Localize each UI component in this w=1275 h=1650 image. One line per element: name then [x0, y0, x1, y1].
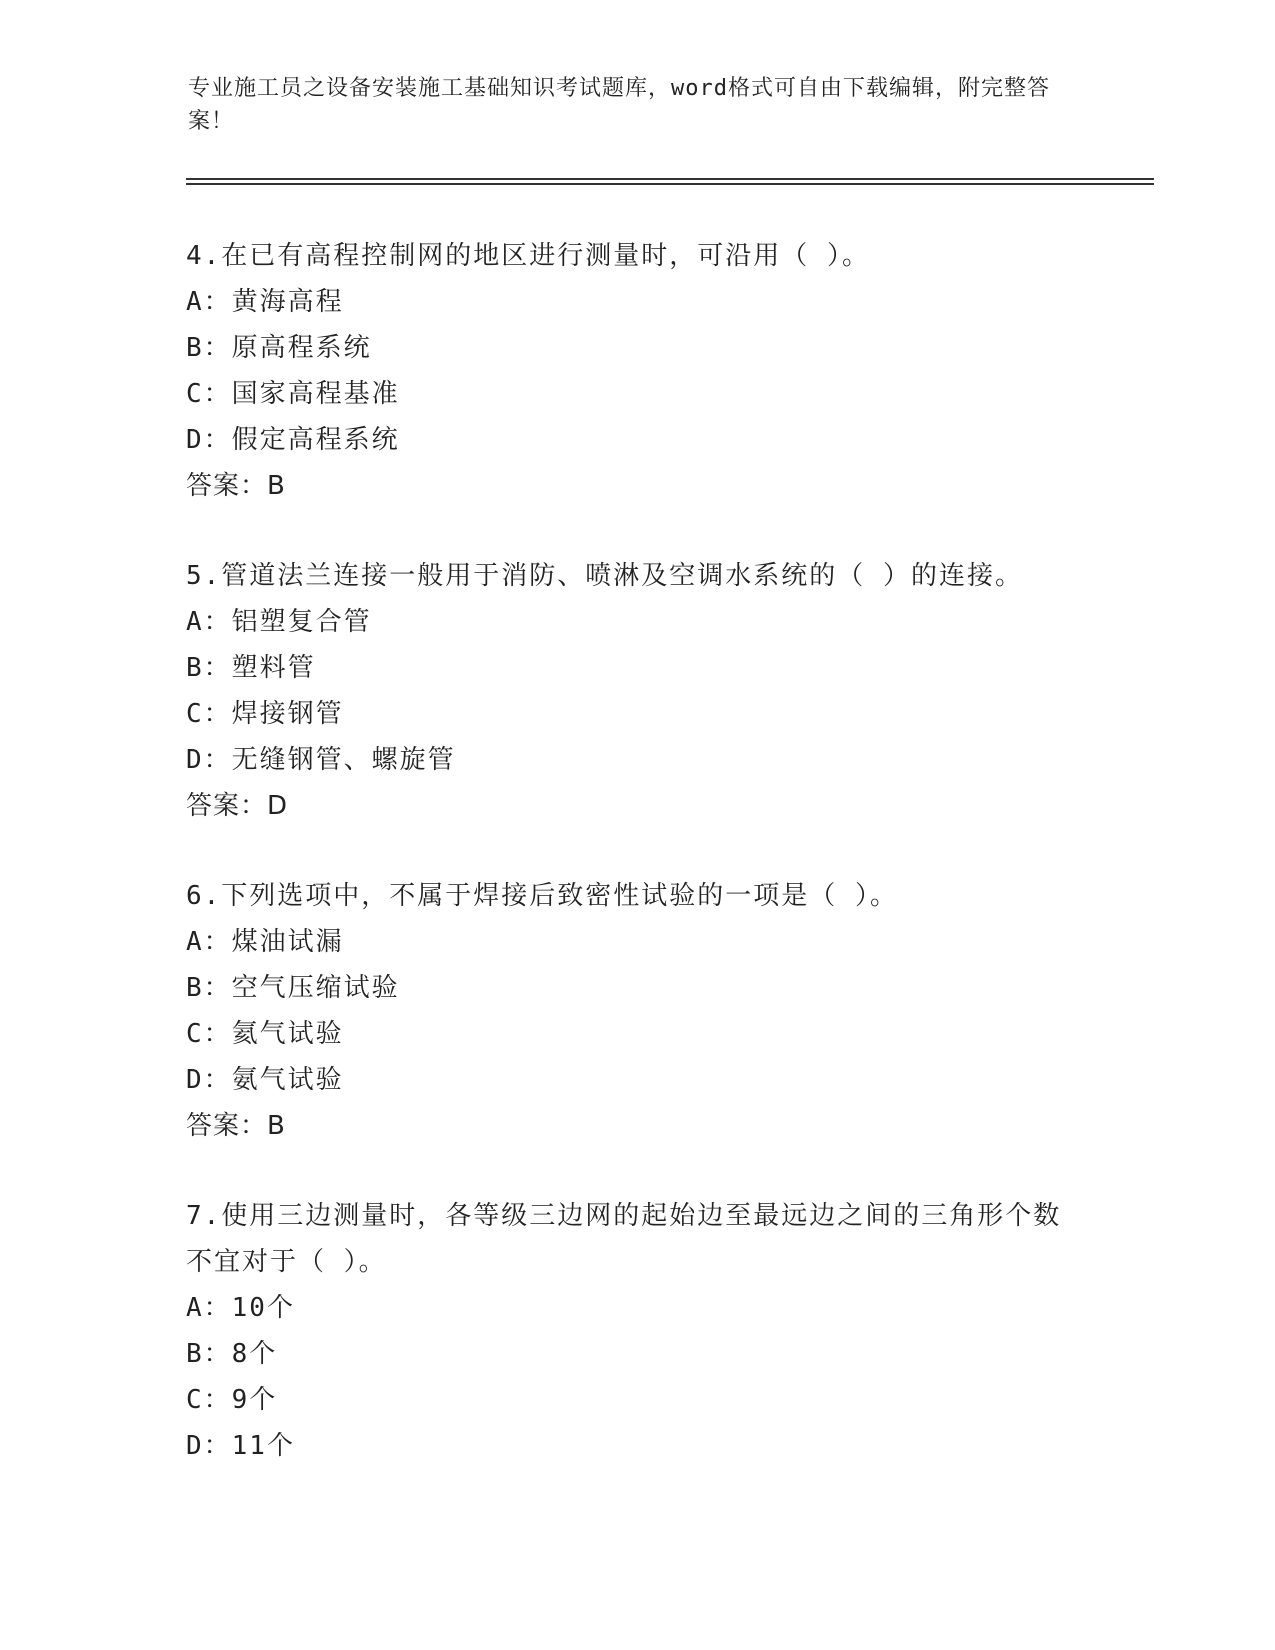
- option-d: D：无缝钢管、螺旋管: [186, 745, 456, 775]
- header-divider-top: [186, 178, 1154, 180]
- question-stem: 7.使用三边测量时，各等级三边网的起始边至最远边之间的三角形个数不宜对于（ ）。: [186, 1201, 1062, 1277]
- answer-line: 答案：B: [186, 1111, 286, 1141]
- option-b: B：塑料管: [186, 653, 316, 683]
- question-5: [186, 553, 1086, 829]
- answer-line: 答案：B: [186, 471, 286, 501]
- question-stem: 4.在已有高程控制网的地区进行测量时，可沿用（ ）。: [186, 241, 870, 271]
- option-a: A：煤油试漏: [186, 927, 344, 957]
- document-header: [188, 72, 1068, 138]
- answer-line: 答案：D: [186, 791, 289, 821]
- option-b: B：空气压缩试验: [186, 973, 400, 1003]
- option-c: C：焊接钢管: [186, 699, 344, 729]
- question-stem: 6.下列选项中，不属于焊接后致密性试验的一项是（ ）。: [186, 881, 898, 911]
- option-c: C：氦气试验: [186, 1019, 344, 1049]
- option-b: B：8个: [186, 1339, 278, 1369]
- question-4: [186, 233, 1086, 509]
- option-d: D：11个: [186, 1431, 295, 1461]
- option-c: C：9个: [186, 1385, 278, 1415]
- question-7: [186, 1193, 1086, 1469]
- option-a: A：10个: [186, 1293, 295, 1323]
- option-a: A：黄海高程: [186, 287, 344, 317]
- option-c: C：国家高程基准: [186, 379, 400, 409]
- header-text: 专业施工员之设备安装施工基础知识考试题库，word格式可自由下载编辑，附完整答案！: [188, 76, 1050, 134]
- option-b: B：原高程系统: [186, 333, 372, 363]
- question-6: [186, 873, 1086, 1149]
- option-d: D：假定高程系统: [186, 425, 400, 455]
- header-divider-bottom: [186, 183, 1154, 185]
- question-stem: 5.管道法兰连接一般用于消防、喷淋及空调水系统的（ ）的连接。: [186, 561, 1023, 591]
- option-d: D：氨气试验: [186, 1065, 344, 1095]
- option-a: A：铝塑复合管: [186, 607, 372, 637]
